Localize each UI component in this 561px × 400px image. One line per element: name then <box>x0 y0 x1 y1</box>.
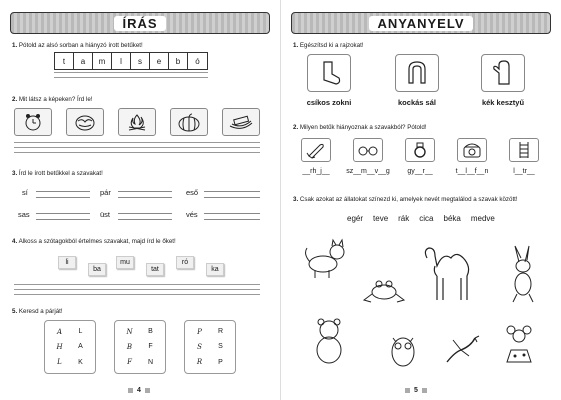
picture-writing-lines <box>14 142 260 157</box>
letter-cell: e <box>150 53 169 69</box>
left-q3 <box>12 170 103 177</box>
letter-cell: ó <box>195 56 200 66</box>
pair-letter[interactable]: N <box>126 327 133 336</box>
syllable-card: ka <box>206 263 224 276</box>
left-page-title: ÍRÁS <box>114 16 165 31</box>
sock-icon <box>307 54 351 92</box>
mitten-icon <box>481 54 525 92</box>
pair-letter[interactable]: S <box>218 343 223 351</box>
syllable-card: ba <box>88 263 106 276</box>
pair-letter[interactable]: R <box>196 358 203 367</box>
left-q2 <box>12 96 93 103</box>
left-q3-text: Írd le írott betűkkel a szavakat! <box>18 170 103 177</box>
footer-square-icon <box>422 388 427 393</box>
pair-letter[interactable]: F <box>127 358 132 367</box>
bear-icon[interactable] <box>309 316 349 366</box>
cat-icon[interactable] <box>301 236 351 280</box>
left-q5-number: 5. <box>12 308 18 315</box>
mouse-icon[interactable] <box>497 324 541 366</box>
animal-word: béka <box>443 214 461 223</box>
letter-cell: b <box>169 53 188 69</box>
word-sas: sas <box>18 210 30 219</box>
sled-icon <box>222 108 260 136</box>
caption-sock: csíkos zokni <box>306 98 352 107</box>
footer-square-icon <box>128 388 133 393</box>
pair-letter[interactable]: L <box>57 358 62 367</box>
animal-word: egér <box>347 214 364 223</box>
frog-icon[interactable] <box>361 276 407 306</box>
letter-cell: a <box>74 53 93 69</box>
animal-word: rák <box>398 214 410 223</box>
blank-word[interactable]: gy__r__ <box>407 168 433 175</box>
left-q1 <box>12 42 143 49</box>
left-q2-text: Mit látsz a képeken? Írd le! <box>18 96 93 103</box>
right-q3 <box>293 196 518 203</box>
footer-square-icon <box>145 388 150 393</box>
pair-letter[interactable]: L <box>78 328 83 336</box>
ladder-icon <box>509 138 539 162</box>
glasses-icon <box>353 138 383 162</box>
pair-letter[interactable]: P <box>218 358 223 366</box>
animal-word: cica <box>419 214 434 223</box>
right-q1-number: 1. <box>293 42 299 49</box>
alarm-clock-icon <box>14 108 52 136</box>
letter-writing-lines <box>54 72 208 82</box>
right-q2 <box>293 124 426 131</box>
pair-letter[interactable]: S <box>197 342 202 351</box>
camel-icon[interactable] <box>417 238 477 304</box>
pair-letter[interactable]: H <box>56 342 63 351</box>
owl-icon[interactable] <box>385 330 421 370</box>
left-q5 <box>12 308 63 315</box>
syllable-card: li <box>58 256 76 269</box>
pair-letter[interactable]: B <box>148 328 153 336</box>
pair-letter[interactable]: F <box>148 343 153 351</box>
letter-box-row <box>54 52 208 70</box>
pair-box-3 <box>184 320 236 374</box>
right-q3-number: 3. <box>293 196 299 203</box>
right-page-number: 5 <box>414 387 418 394</box>
word-ust: üst <box>100 210 111 219</box>
crayfish-icon[interactable] <box>441 334 481 366</box>
left-page-number: 4 <box>137 387 141 394</box>
syllable-card: mu <box>116 256 134 269</box>
left-q4-text: Alkoss a szótagokból értelmes szavakat, majd írd le őket! <box>18 238 176 245</box>
right-q2-number: 2. <box>293 124 299 131</box>
pair-letter[interactable]: A <box>56 327 63 336</box>
left-page-footer <box>128 387 150 394</box>
animal-word-list <box>347 214 495 223</box>
blank-word[interactable]: __rh_j__ <box>302 168 330 175</box>
telephone-icon <box>457 138 487 162</box>
letter-cell: s <box>131 53 150 69</box>
pair-letter[interactable]: A <box>78 343 83 351</box>
footer-square-icon <box>405 388 410 393</box>
left-q3-number: 3. <box>12 170 18 177</box>
rocket-icon <box>301 138 331 162</box>
word-ves: vés <box>186 210 198 219</box>
pair-box-1 <box>44 320 96 374</box>
left-q1-text: Pótold az alsó sorban a hiányzó írott betűket! <box>18 42 143 49</box>
left-q4 <box>12 238 176 245</box>
animal-word: teve <box>373 214 389 223</box>
letter-cell: m <box>93 53 112 69</box>
right-q3-text: Csak azokat az állatokat színezd ki, amelyek nevét megtalálod a szavak között! <box>299 196 518 203</box>
letter-cell: l <box>112 53 131 69</box>
left-q4-number: 4. <box>12 238 18 245</box>
left-q2-number: 2. <box>12 96 18 103</box>
pair-letter[interactable]: K <box>78 358 83 366</box>
ring-icon <box>405 138 435 162</box>
syllable-card: ró <box>176 256 194 269</box>
right-page-header <box>291 12 551 34</box>
letter-cell: t <box>55 53 74 69</box>
pair-box-2 <box>114 320 166 374</box>
right-page-title: ANYANYELV <box>369 16 472 31</box>
blank-word[interactable]: sz__m__v__g <box>346 168 390 175</box>
blank-word[interactable]: l__tr__ <box>513 168 535 175</box>
caption-scarf: kockás sál <box>398 98 436 107</box>
pair-letter[interactable]: B <box>126 342 133 351</box>
syllable-writing-lines <box>14 284 260 299</box>
right-page <box>281 0 561 400</box>
campfire-icon <box>118 108 156 136</box>
pumpkin-icon <box>170 108 208 136</box>
scarf-icon <box>395 54 439 92</box>
right-page-footer <box>405 387 427 394</box>
rabbit-icon[interactable] <box>505 244 541 304</box>
left-q5-text: Keresd a párját! <box>18 308 63 315</box>
pair-letter[interactable]: P <box>197 327 202 336</box>
word-par: pár <box>100 188 111 197</box>
right-q1-text: Egészítsd ki a rajzokat! <box>299 42 364 49</box>
walnut-icon <box>66 108 104 136</box>
blank-word[interactable]: t__l__f__n <box>455 168 489 175</box>
pair-letter[interactable]: N <box>147 358 154 366</box>
syllable-card: tat <box>146 263 164 276</box>
right-q2-text: Milyen betűk hiányoznak a szavakból? Pótold! <box>299 124 427 131</box>
left-q1-number: 1. <box>12 42 18 49</box>
animal-word: medve <box>470 214 495 223</box>
right-q1 <box>293 42 364 49</box>
word-eso: eső <box>186 188 199 197</box>
caption-mitten: kék kesztyű <box>481 98 525 107</box>
word-si: sí <box>22 188 28 197</box>
left-page-header <box>10 12 270 34</box>
pair-letter[interactable]: R <box>217 328 224 336</box>
